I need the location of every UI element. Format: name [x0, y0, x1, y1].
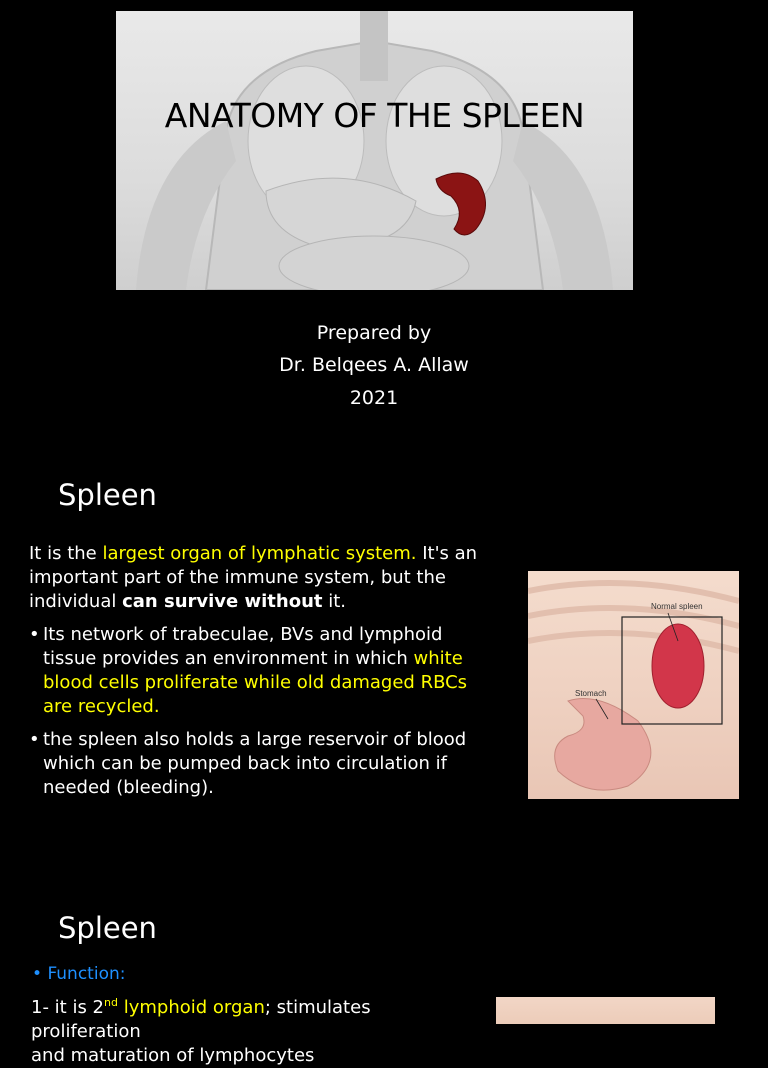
intro-bold: can survive without: [122, 591, 323, 612]
bullet-text-part: Its network of trabeculae, BVs and lymphoid tissue provides an environment in which: [43, 624, 443, 669]
bullet-reservoir: [29, 728, 479, 800]
bullet-text: the spleen also holds a large reservoir of blood which can be pumped back into circulation if needed (bleeding).: [43, 729, 467, 798]
slide-title: ANATOMY OF THE SPLEEN: [164, 96, 585, 135]
bullet-dot: •: [32, 964, 43, 984]
bullet-highlight: white blood cells proliferate while old damaged RBCs are recycled.: [43, 648, 468, 717]
item-highlight: lymphoid organ: [117, 997, 265, 1018]
function-bullet: [29, 962, 479, 986]
bullet-dot: •: [29, 729, 40, 750]
intro-paragraph: [29, 542, 479, 614]
slide-heading: Spleen: [58, 911, 157, 945]
item-text: ; stimulates proliferation: [31, 997, 371, 1042]
figure-label-stomach: Stomach: [575, 689, 607, 698]
bullet-trabeculae: [29, 623, 479, 719]
intro-text: It is the: [29, 543, 103, 564]
function-item-1: [31, 991, 481, 1068]
prepared-by-label: Prepared by: [316, 322, 432, 344]
intro-highlight: largest organ of lymphatic system.: [102, 543, 417, 564]
year: 2021: [349, 387, 399, 409]
intro-text: it.: [322, 591, 347, 612]
figure-label-spleen: Normal spleen: [651, 602, 703, 611]
bullet-text: [43, 623, 479, 719]
item-text: 1- it is 2: [31, 997, 105, 1018]
item-superscript: nd: [104, 996, 118, 1009]
item-text-line2: and maturation of lymphocytes: [31, 1045, 315, 1066]
function-label: Function:: [47, 964, 126, 984]
author-name: Dr. Belqees A. Allaw: [279, 354, 469, 376]
slide-heading: Spleen: [58, 478, 157, 512]
anatomy-illustration: [116, 11, 633, 290]
spleen-figure: [528, 571, 739, 799]
intro-text: It's an important part of the immune system, but the individual: [29, 543, 478, 612]
slide3-figure: [496, 997, 715, 1024]
bullet-dot: •: [29, 624, 40, 645]
